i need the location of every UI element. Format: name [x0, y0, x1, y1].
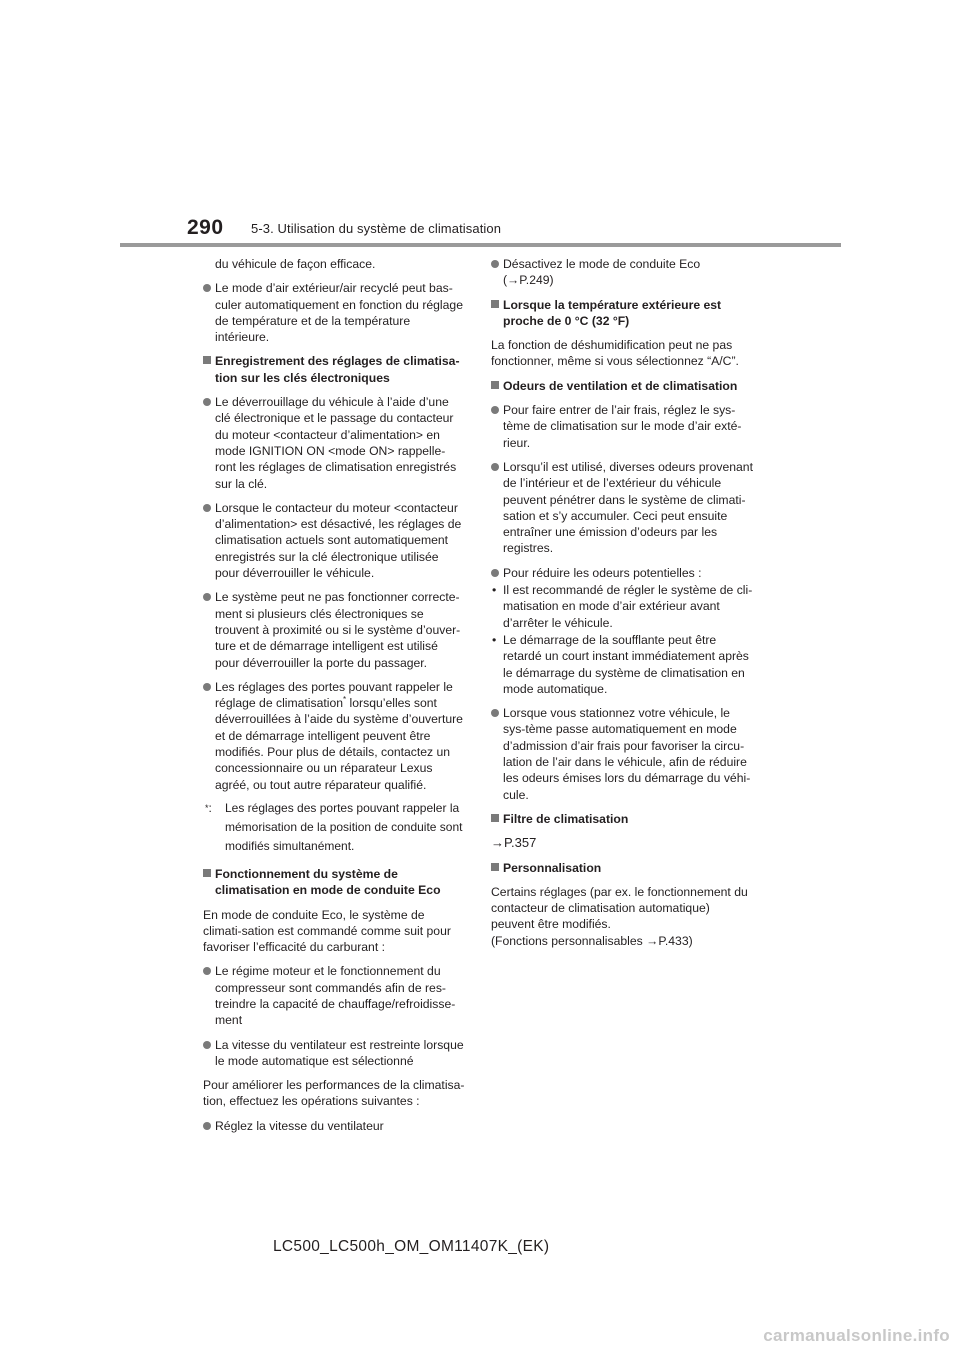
heading-text: Enregistrement des réglages de climatisa-tion sur les clés électroniques — [215, 354, 460, 385]
sub-bullet-text: Le démarrage de la soufflante peut être retardé un court instant immédiatement après le démarrage du système de climatisation en mode automatique. — [503, 632, 749, 696]
bullet-dot-icon — [203, 398, 211, 406]
square-bullet-icon — [203, 356, 211, 364]
footnote-text: Les réglages des portes pouvant rappeler la mémorisation de la position de conduite sont modifiés simultanément. — [225, 800, 463, 853]
paragraph: La fonction de déshumidification peut ne pas fonctionner, même si vous sélectionnez “A/C”. — [491, 338, 739, 369]
subsection-heading — [491, 297, 753, 330]
square-bullet-icon — [491, 300, 499, 308]
bullet-item — [203, 963, 465, 1028]
section-title: 5-3. Utilisation du système de climatisation — [251, 221, 502, 236]
subsection-heading — [491, 860, 753, 876]
bullet-text: Le mode d’air extérieur/air recyclé peut bas-culer automatiquement en fonction du réglage de température et de la température intérieure. — [215, 281, 463, 345]
page-reference-link[interactable]: (→P.249) — [503, 273, 554, 288]
bullet-dot-icon — [491, 463, 499, 471]
bullet-text: Réglez la vitesse du ventilateur — [215, 1118, 384, 1133]
bullet-item — [203, 589, 465, 670]
bullet-item — [203, 394, 465, 492]
bullet-item — [203, 1118, 465, 1134]
bullet-dot-icon — [203, 284, 211, 292]
heading-text: Odeurs de ventilation et de climatisation — [503, 378, 738, 393]
bullet-text: La vitesse du ventilateur est restreinte lorsque le mode automatique est sélectionné — [215, 1037, 464, 1068]
bullet-dot-icon — [203, 504, 211, 512]
sub-bullet-item — [491, 582, 753, 631]
subsection-heading — [491, 811, 753, 827]
sub-bullet-mark: • — [492, 583, 497, 598]
square-bullet-icon — [491, 381, 499, 389]
watermark: carmanualsonline.info — [763, 1326, 950, 1345]
bullet-dot-icon — [203, 1122, 211, 1130]
paragraph: Pour améliorer les performances de la climatisa-tion, effectuez les opérations suivantes : — [203, 1078, 465, 1109]
bullet-dot-icon — [203, 1041, 211, 1049]
paragraph-continued: du véhicule de façon efficace. — [215, 257, 376, 271]
sub-bullet-text: Il est recommandé de régler le système de cli-matisation en mode d’air extérieur avant d’arrêter le véhicule. — [503, 583, 753, 630]
bullet-text-part: lorsqu’elles sont déverrouillées à l’aide du système d’ouverture et de démarrage intelligent peuvent être modifiés. Pour plus de détails, contactez un concessionnaire ou un réparateur Lexus agréé, ou tout autre réparateur qualifié. — [215, 696, 463, 792]
bullet-item — [203, 1037, 465, 1070]
sub-bullet-mark: • — [492, 632, 497, 647]
bullet-text: Le régime moteur et le fonctionnement du compresseur sont commandés afin de res-treindre la capacité de chauffage/refroidisse-ment — [215, 964, 456, 1028]
paragraph: (Fonctions personnalisables →P.433) — [491, 933, 693, 948]
bullet-dot-icon — [491, 569, 499, 577]
left-column — [203, 256, 465, 1142]
bullet-text: Lorsque le contacteur du moteur <contacteur d’alimentation> est désactivé, les réglages de climatisation actuels sont automatiquement enregistrés sur la clé électronique utilisée pour déverrouiller le véhicule. — [215, 500, 462, 581]
footer-document-id: LC500_LC500h_OM_OM11407K_(EK) — [273, 1238, 550, 1255]
page-number: 290 — [187, 216, 224, 239]
footnote-mark — [205, 799, 212, 818]
footnote — [203, 799, 465, 856]
bullet-dot-icon — [491, 709, 499, 717]
page-reference-link[interactable]: →P.357 — [491, 835, 537, 851]
footnote-colon: : — [208, 800, 212, 815]
paragraph: Certains réglages (par ex. le fonctionnement du contacteur de climatisation automatique) peuvent être modifiés. — [491, 884, 748, 932]
bullet-text: Pour réduire les odeurs potentielles : — [503, 565, 702, 580]
bullet-text-part: Les réglages des portes pouvant rappeler le réglage de climatisation — [215, 679, 453, 711]
bullet-dot-icon — [491, 260, 499, 268]
bullet-dot-icon — [203, 967, 211, 975]
heading-text: Personnalisation — [503, 860, 602, 875]
footnote-asterisk: * — [205, 802, 209, 813]
bullet-dot-icon — [203, 593, 211, 601]
bullet-item — [491, 459, 753, 557]
subsection-heading — [203, 866, 465, 899]
bullet-item — [203, 280, 465, 345]
bullet-text: Pour faire entrer de l’air frais, réglez le sys-tème de climatisation sur le mode d’air exté-rieur. — [503, 403, 742, 450]
bullet-item — [203, 679, 465, 793]
bullet-dot-icon — [203, 683, 211, 691]
heading-text: Fonctionnement du système de climatisation en mode de conduite Eco — [215, 866, 441, 898]
heading-text: Filtre de climatisation — [503, 811, 629, 826]
paragraph: En mode de conduite Eco, le système de climati-sation est commandé comme suit pour favoriser l’efficacité du carburant : — [203, 907, 451, 955]
square-bullet-icon — [491, 863, 499, 871]
bullet-text: Le système peut ne pas fonctionner correcte-ment si plusieurs clés électroniques se trouvent à proximité ou si le système d’ouver-ture et de démarrage intelligent est utilisé pour déverrouiller la porte du passager. — [215, 590, 461, 670]
bullet-item — [491, 705, 753, 803]
bullet-item — [203, 500, 465, 581]
bullet-text: Lorsque vous stationnez votre véhicule, le sys-tème passe automatiquement en mode d’admission d’air frais pour favoriser la circu-lation de l’air dans le véhicule, afin de réduire les odeurs émises lors du démarrage du véhi-cule. — [503, 706, 751, 802]
bullet-dot-icon — [491, 406, 499, 414]
bullet-item — [491, 256, 753, 289]
bullet-item — [491, 565, 753, 581]
footnote-marker: * — [343, 695, 347, 705]
right-column — [491, 256, 753, 957]
sub-bullet-item — [491, 632, 753, 697]
bullet-text — [215, 680, 463, 792]
subsection-heading — [203, 353, 465, 386]
header-rule — [120, 243, 841, 247]
bullet-item — [491, 402, 753, 451]
square-bullet-icon — [203, 869, 211, 877]
bullet-text: Le déverrouillage du véhicule à l’aide d’une clé électronique et le passage du contacteur du moteur <contacteur d’alimentation> en mode IGNITION ON <mode ON> rappelle-ront les réglages de climatisation enregistrés sur la clé. — [215, 395, 457, 491]
bullet-text: Lorsqu’il est utilisé, diverses odeurs provenant de l’intérieur et de l’extérieur du véhicule peuvent pénétrer dans le système de climati-sation et s’y accumuler. Ceci peut ensuite entraîner une émission d’odeurs par les registres. — [503, 459, 753, 556]
bullet-text: Désactivez le mode de conduite Eco — [503, 257, 701, 271]
heading-text: Lorsque la température extérieure est proche de 0 °C (32 °F) — [503, 297, 722, 328]
subsection-heading — [491, 378, 753, 394]
square-bullet-icon — [491, 814, 499, 822]
